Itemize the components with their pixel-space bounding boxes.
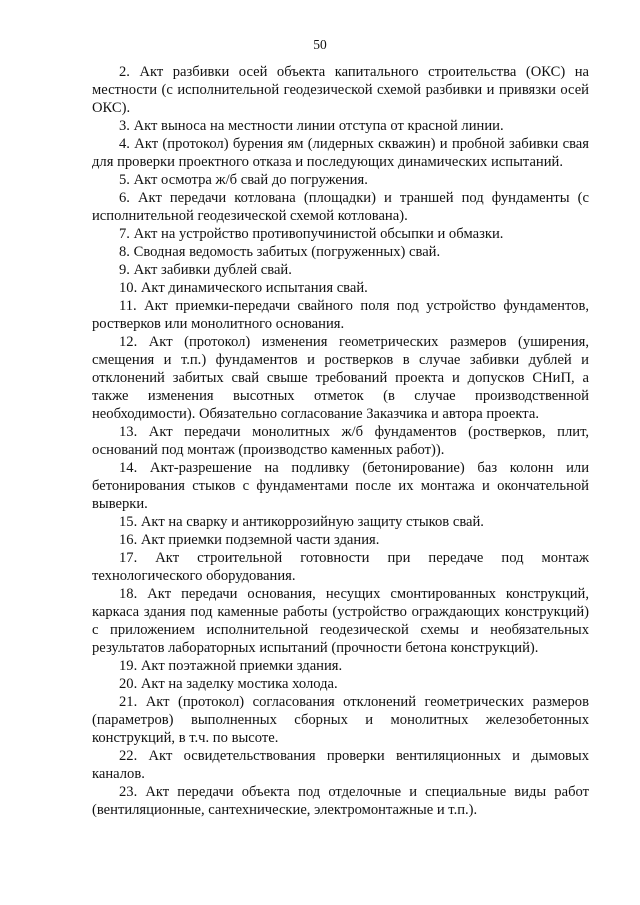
- list-item: 7. Акт на устройство противопучинистой обсыпки и обмазки.: [119, 226, 504, 242]
- list-item: 12. Акт (протокол) изменения геометрических размеров (уширения, смещения и т.п.) фундаментов и ростверков в случае забивки дублей и отклонений забитых свай свыше требований проекта и допусков СНиП, а также изменения высотных отметок (в случае производственной необходимости). Обязательно согласование Заказчика и автора проекта.: [92, 334, 589, 422]
- list-item: 3. Акт выноса на местности линии отступа от красной линии.: [119, 118, 504, 134]
- list-item: 15. Акт на сварку и антикоррозийную защиту стыков свай.: [119, 514, 484, 530]
- list-item: 19. Акт поэтажной приемки здания.: [119, 658, 343, 674]
- list-item: 8. Сводная ведомость забитых (погруженных) свай.: [119, 244, 441, 260]
- list-item: 13. Акт передачи монолитных ж/б фундаментов (ростверков, плит, оснований под монтаж (производство каменных работ)).: [92, 424, 589, 458]
- list-item: 23. Акт передачи объекта под отделочные и специальные виды работ (вентиляционные, сантехнические, электромонтажные и т.п.).: [92, 784, 589, 818]
- list-item: 16. Акт приемки подземной части здания.: [119, 532, 380, 548]
- list-item: 11. Акт приемки-передачи свайного поля под устройство фундаментов, ростверков или монолитного основания.: [92, 298, 589, 332]
- list-item: 17. Акт строительной готовности при передаче под монтаж технологического оборудования.: [92, 550, 589, 584]
- list-item: 14. Акт-разрешение на подливку (бетонирование) баз колонн или бетонирования стыков с фундаментами после их монтажа и окончательной выверки.: [92, 460, 589, 512]
- list-item: 10. Акт динамического испытания свай.: [119, 280, 368, 296]
- list-item: 22. Акт освидетельствования проверки вентиляционных и дымовых каналов.: [92, 748, 589, 782]
- list-item: 20. Акт на заделку мостика холода.: [119, 676, 338, 692]
- page-number: 50: [313, 37, 327, 52]
- list-item: 5. Акт осмотра ж/б свай до погружения.: [119, 172, 368, 188]
- list-item: 18. Акт передачи основания, несущих смонтированных конструкций, каркаса здания под каменные работы (устройство ограждающих конструкций) с приложением исполнительной геодезической схемы и необязательных результатов лабораторных испытаний (прочности бетона конструкций).: [92, 586, 589, 656]
- acts-list: [92, 63, 589, 819]
- list-item: 21. Акт (протокол) согласования отклонений геометрических размеров (параметров) выполненных сборных и монолитных железобетонных конструкций, в т.ч. по высоте.: [92, 694, 589, 746]
- list-item: 6. Акт передачи котлована (площадки) и траншей под фундаменты (с исполнительной геодезической схемой котлована).: [92, 190, 589, 224]
- list-item: 2. Акт разбивки осей объекта капитального строительства (ОКС) на местности (с исполнительной геодезической схемой разбивки и привязки осей ОКС).: [92, 64, 589, 116]
- list-item: 9. Акт забивки дублей свай.: [119, 262, 292, 278]
- list-item: 4. Акт (протокол) бурения ям (лидерных скважин) и пробной забивки свая для проверки проектного отказа и последующих динамических испытаний.: [92, 136, 589, 170]
